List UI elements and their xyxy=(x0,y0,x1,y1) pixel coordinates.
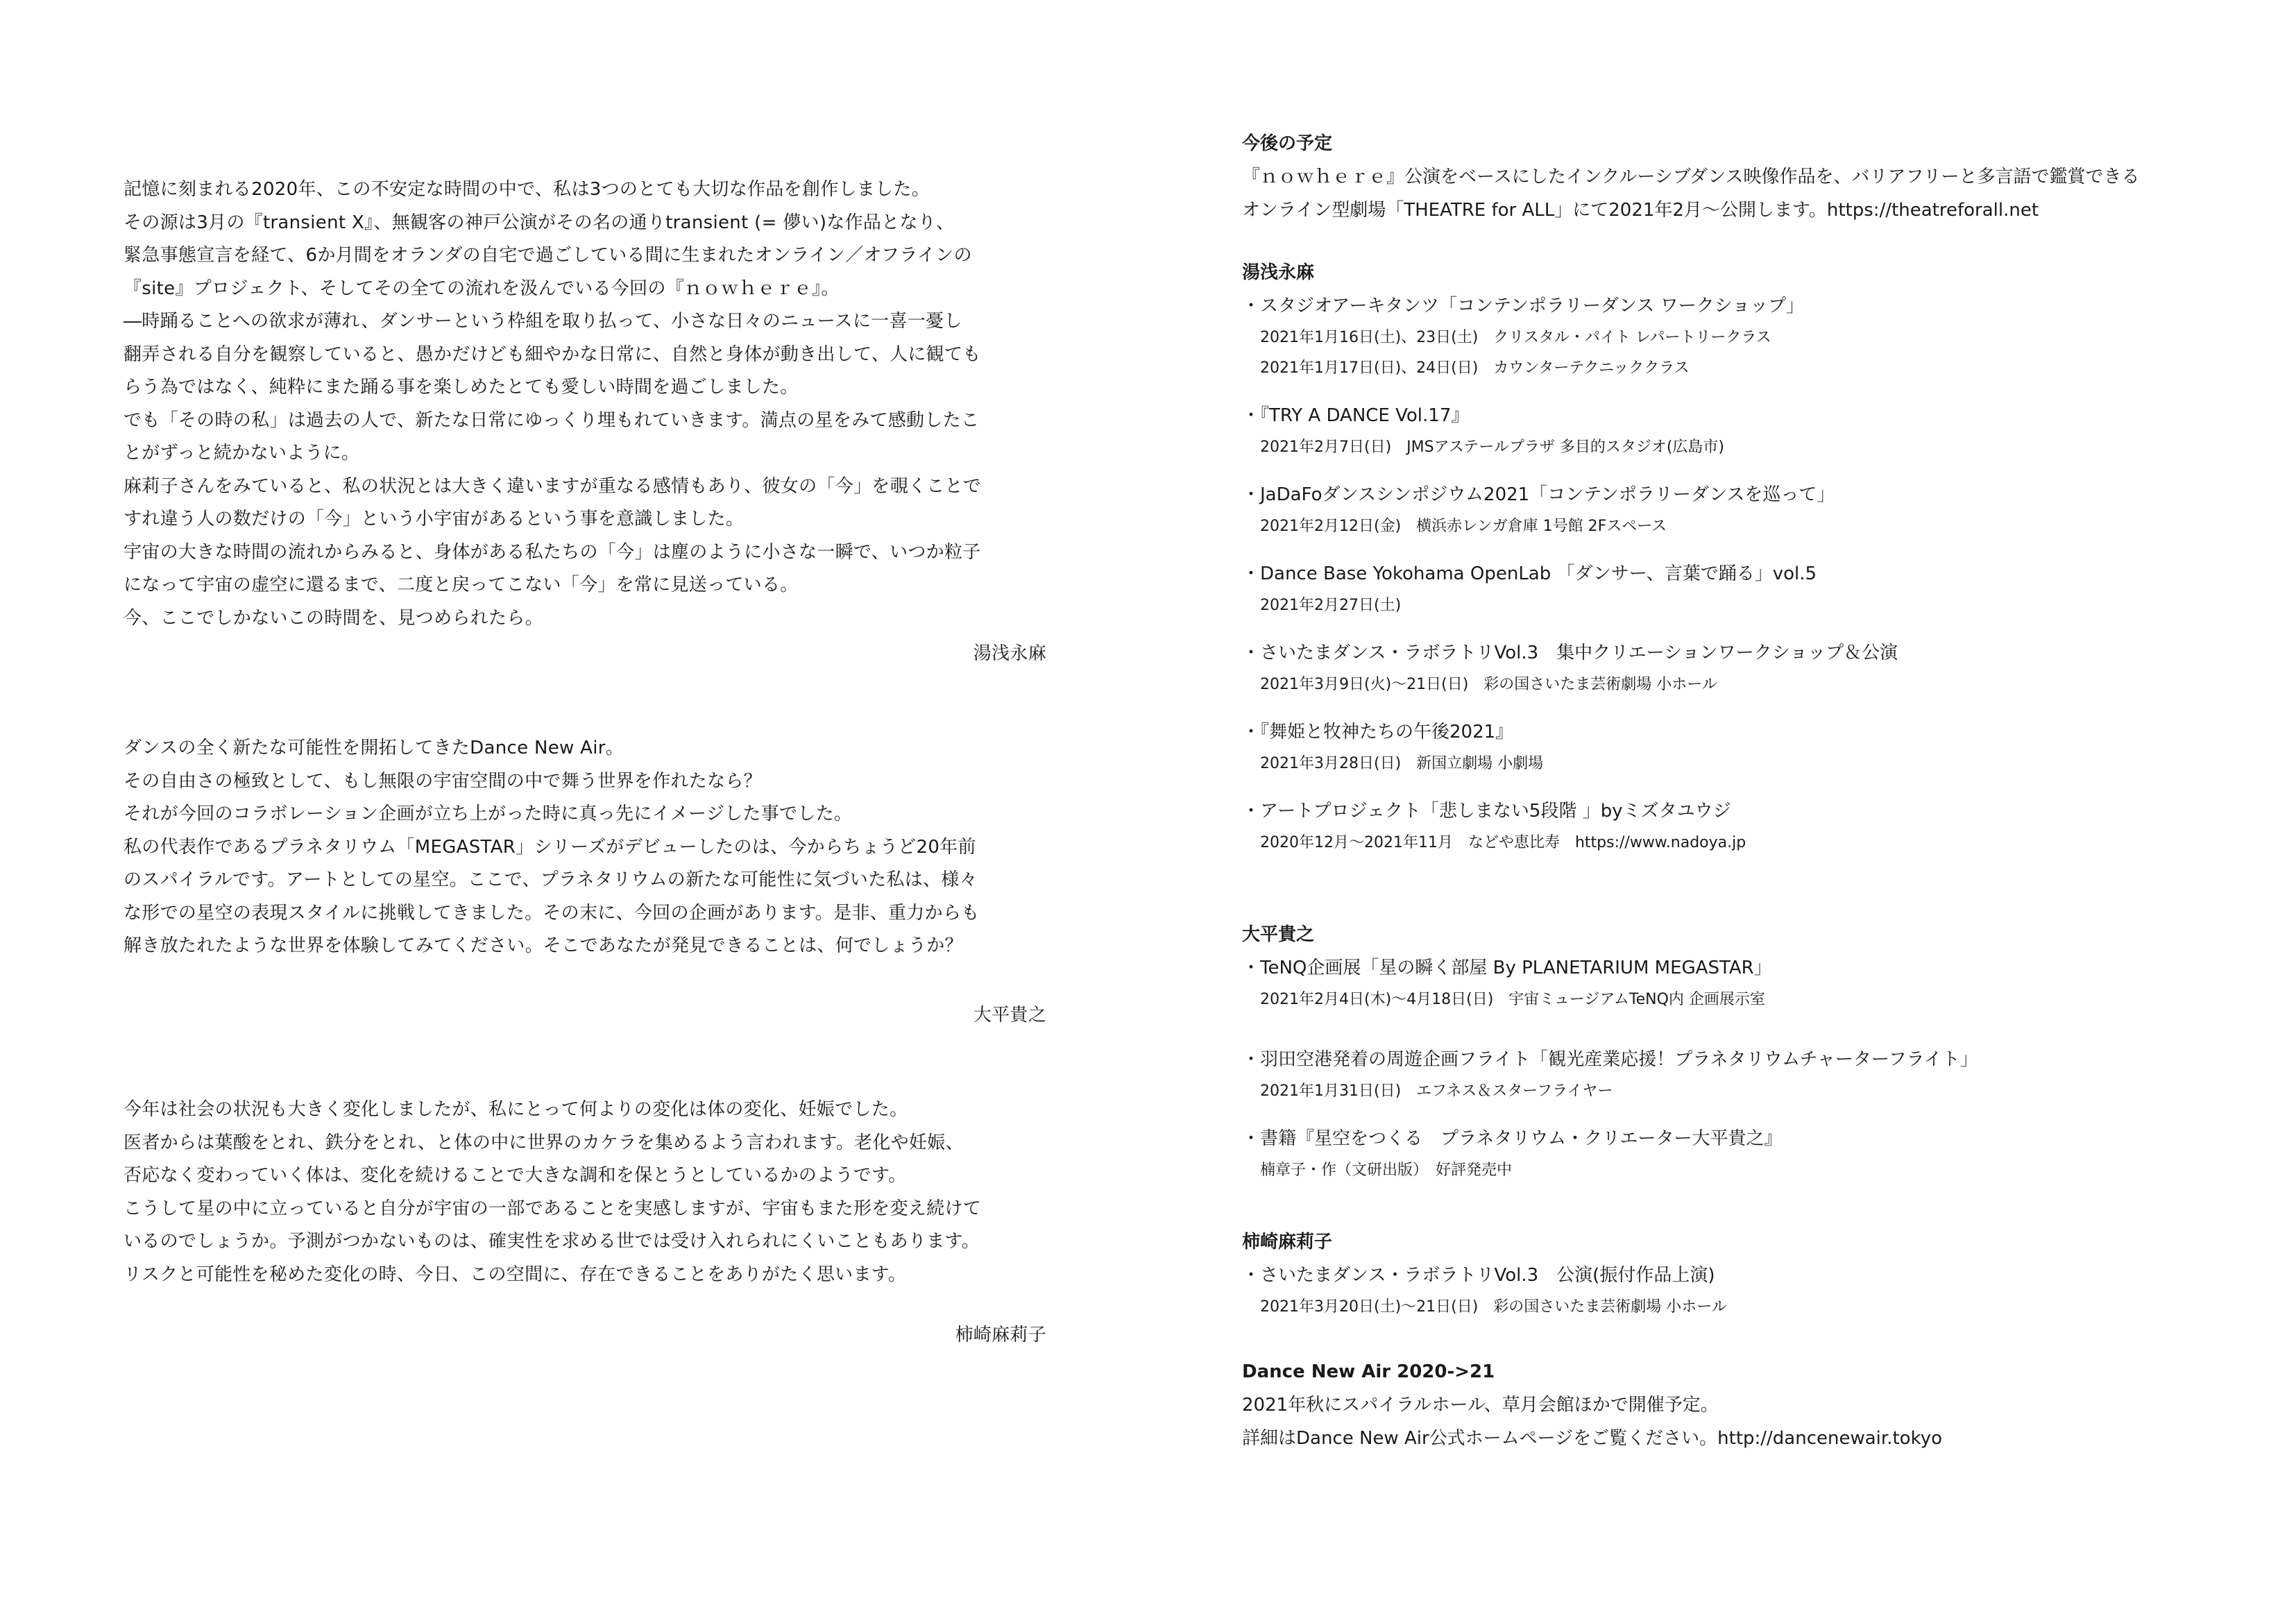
item-detail: 2021年1月31日(日) エフネス＆スターフライヤー xyxy=(1260,1082,1613,1100)
section-title: 大平貴之 xyxy=(1242,924,1315,945)
item-detail: 2021年3月28日(日) 新国立劇場 小劇場 xyxy=(1260,755,1544,772)
schedule-item xyxy=(1242,1043,2213,1107)
body-line: ―時踊ることへの欲求が薄れ、ダンサーという枠組を取り払って、小さな日々のニュースに一喜一憂し xyxy=(124,311,962,332)
body-line: 麻莉子さんをみていると、私の状況とは大きく違いますが重なる感情もあり、彼女の「今」を覗くことで xyxy=(124,475,982,497)
item-detail: 2021年1月16日(土)、23日(土) クリスタル・パイト レパートリークラス xyxy=(1260,329,1771,346)
body-line: 2021年秋にスパイラルホール、草月会館ほかで開催予定。 xyxy=(1242,1395,1719,1416)
schedule-item xyxy=(1242,1259,2213,1323)
section-title: 今後の予定 xyxy=(1242,133,1333,154)
body-line: になって宇宙の虚空に還るまで、二度と戻ってこない「今」を常に見送っている。 xyxy=(124,575,799,595)
signature: 大平貴之 xyxy=(973,1004,1046,1026)
body-line: オンライン型劇場「THEATRE for ALL」にて2021年2月～公開します。https://theatreforall.net xyxy=(1242,200,2039,221)
item-title: ・『TRY A DANCE Vol.17』 xyxy=(1242,405,1470,426)
body-line: すれ違う人の数だけの「今」という小宇宙があるという事を意識しました。 xyxy=(124,509,745,529)
item-title: ・書籍『星空をつくる プラネタリウム・クリエーター大平貴之』 xyxy=(1242,1128,1783,1149)
body-line: 『ｎｏｗｈｅｒｅ』公演をベースにしたインクルーシブダンス映像作品を、バリアフリーと多言語で鑑賞できる xyxy=(1242,167,2140,187)
body-line: 解き放たれたような世界を体験してみてください。そこであなたが発見できることは、何でしょうか？ xyxy=(124,935,963,956)
body-line: とがずっと続かないように。 xyxy=(124,443,360,464)
body-line: リスクと可能性を秘めた変化の時、今日、この空間に、存在できることをありがたく思います。 xyxy=(124,1264,907,1285)
body-line: 否応なく変わっていく体は、変化を続けることで大きな調和を保とうとしているかのようです。 xyxy=(124,1165,907,1186)
section-yuasa xyxy=(1242,256,2213,874)
body-line: いるのでしょうか。予測がつかないものは、確実性を求める世では受け入れられにくいこともあります。 xyxy=(124,1231,980,1252)
item-detail: 2021年2月7日(日) JMSアステールプラザ 多目的スタジオ(広島市) xyxy=(1260,439,1724,456)
item-title: ・スタジオアーキタンツ「コンテンポラリーダンス ワークショップ」 xyxy=(1242,296,1805,316)
item-title: ・Dance Base Yokohama OpenLab 「ダンサー、言葉で踊る」vol.5 xyxy=(1242,563,1817,584)
item-title: ・さいたまダンス・ラボラトリVol.3 集中クリエーションワークショップ＆公演 xyxy=(1242,643,1898,663)
section-title: Dance New Air 2020->21 xyxy=(1242,1361,1495,1382)
item-title: ・羽田空港発着の周遊企画フライト「観光産業応援！プラネタリウムチャーターフライト」 xyxy=(1242,1049,1978,1070)
body-line: それが今回のコラボレーション企画が立ち上がった時に真っ先にイメージした事でした。 xyxy=(124,804,853,824)
message-ohira xyxy=(124,732,1046,1032)
item-detail: 2021年3月9日(火)～21日(日) 彩の国さいたま芸術劇場 小ホール xyxy=(1260,676,1717,693)
item-detail: 2021年2月12日(金) 横浜赤レンガ倉庫 1号館 2Fスペース xyxy=(1260,518,1667,535)
body-line: 緊急事態宣言を経て、6か月間をオランダの自宅で過ごしている間に生まれたオンライン／オフラインの xyxy=(124,245,972,266)
body-line: らう為ではなく、純粋にまた踊る事を楽しめたとても愛しい時間を過ごしました。 xyxy=(124,377,799,398)
item-title: ・アートプロジェクト「悲しまない5段階 」byミズタユウジ xyxy=(1242,801,1731,822)
body-line: 今、ここでしかないこの時間を、見つめられたら。 xyxy=(124,607,543,629)
section-title: 柿崎麻莉子 xyxy=(1242,1232,1333,1252)
body-line: 私の代表作であるプラネタリウム「MEGASTAR」シリーズがデビューしたのは、今からちょうど20年前 xyxy=(124,836,976,858)
item-title: ・『舞姫と牧神たちの午後2021』 xyxy=(1242,722,1514,742)
section-dance-new-air xyxy=(1242,1355,2213,1455)
schedule-item xyxy=(1242,636,2213,700)
body-line: ダンスの全く新たな可能性を開拓してきたDance New Air。 xyxy=(124,738,624,758)
body-line: 翻弄される自分を観察していると、愚かだけども細やかな日常に、自然と身体が動き出して、人に観ても xyxy=(124,343,981,365)
item-title: ・JaDaFoダンスシンポジウム2021「コンテンポラリーダンスを巡って」 xyxy=(1242,484,1835,505)
schedule-item xyxy=(1242,951,2213,1015)
body-line: 医者からは葉酸をとれ、鉄分をとれ、と体の中に世界のカケラを集めるよう言われます。老化や妊娠、 xyxy=(124,1132,964,1153)
item-detail: 2020年12月～2021年11月 などや恵比寿 https://www.nadoya.jp xyxy=(1260,834,1746,851)
body-line: のスパイラルです。アートとしての星空。ここで、プラネタリウムの新たな可能性に気づいた私は、様々 xyxy=(124,869,978,890)
body-line: 『site』プロジェクト、そしてその全ての流れを汲んでいる今回の『ｎｏｗｈｅｒｅ』。 xyxy=(124,278,840,299)
schedule-item xyxy=(1242,399,2213,463)
schedule-item xyxy=(1242,289,2213,384)
message-kakizaki xyxy=(124,1094,1046,1352)
item-title: ・さいたまダンス・ラボラトリVol.3 公演(振付作品上演) xyxy=(1242,1265,1715,1286)
schedule-item xyxy=(1242,794,2213,858)
schedule-item xyxy=(1242,715,2213,779)
message-yuasa xyxy=(124,173,1046,671)
body-line: その自由さの極致として、もし無限の宇宙空間の中で舞う世界を作れたなら？ xyxy=(124,770,762,792)
body-line: 宇宙の大きな時間の流れからみると、身体がある私たちの「今」は塵のように小さな一瞬で、いつか粒子 xyxy=(124,541,981,563)
item-detail: 2021年1月17日(日)、24日(日) カウンターテクニッククラス xyxy=(1260,359,1690,377)
schedule-item xyxy=(1242,478,2213,542)
body-line: 詳細はDance New Air公式ホームページをご覧ください。http://dancenewair.tokyo xyxy=(1242,1428,1942,1449)
section-upcoming xyxy=(1242,127,2213,227)
body-line: 今年は社会の状況も大きく変化しましたが、私にとって何よりの変化は体の変化、妊娠でした。 xyxy=(124,1099,908,1120)
section-kakizaki xyxy=(1242,1225,2213,1338)
schedule-item xyxy=(1242,557,2213,621)
signature: 柿崎麻莉子 xyxy=(955,1325,1046,1345)
section-ohira xyxy=(1242,918,2213,1201)
section-title: 湯浅永麻 xyxy=(1242,262,1315,283)
body-line: でも「その時の私」は過去の人で、新たな日常にゆっくり埋もれていきます。満点の星をみて感動したこ xyxy=(124,409,980,431)
item-detail: 2021年2月27日(土) xyxy=(1260,597,1402,614)
item-detail: 2021年3月20日(土)～21日(日) 彩の国さいたま芸術劇場 小ホール xyxy=(1260,1298,1727,1316)
item-title: ・TeNQ企画展「星の瞬く部屋 By PLANETARIUM MEGASTAR」 xyxy=(1242,958,1772,978)
body-line: その源は3月の『transient X』、無観客の神戸公演がその名の通りtransient (= 儚い)な作品となり、 xyxy=(124,212,955,233)
item-detail: 2021年2月4日(木)～4月18日(日) 宇宙ミュージアムTeNQ内 企画展示室 xyxy=(1260,991,1765,1008)
schedule-item xyxy=(1242,1122,2213,1186)
signature: 湯浅永麻 xyxy=(973,643,1046,664)
body-line: な形での星空の表現スタイルに挑戦してきました。その末に、今回の企画があります。是非、重力からも xyxy=(124,902,980,924)
item-detail: 楠章子・作（文研出版） 好評発売中 xyxy=(1260,1162,1513,1179)
body-line: 記憶に刻まれる2020年、この不安定な時間の中で、私は3つのとても大切な作品を創作しました。 xyxy=(124,179,930,200)
body-line: こうして星の中に立っていると自分が宇宙の一部であることを実感しますが、宇宙もまた形を変え続けて xyxy=(124,1198,982,1219)
